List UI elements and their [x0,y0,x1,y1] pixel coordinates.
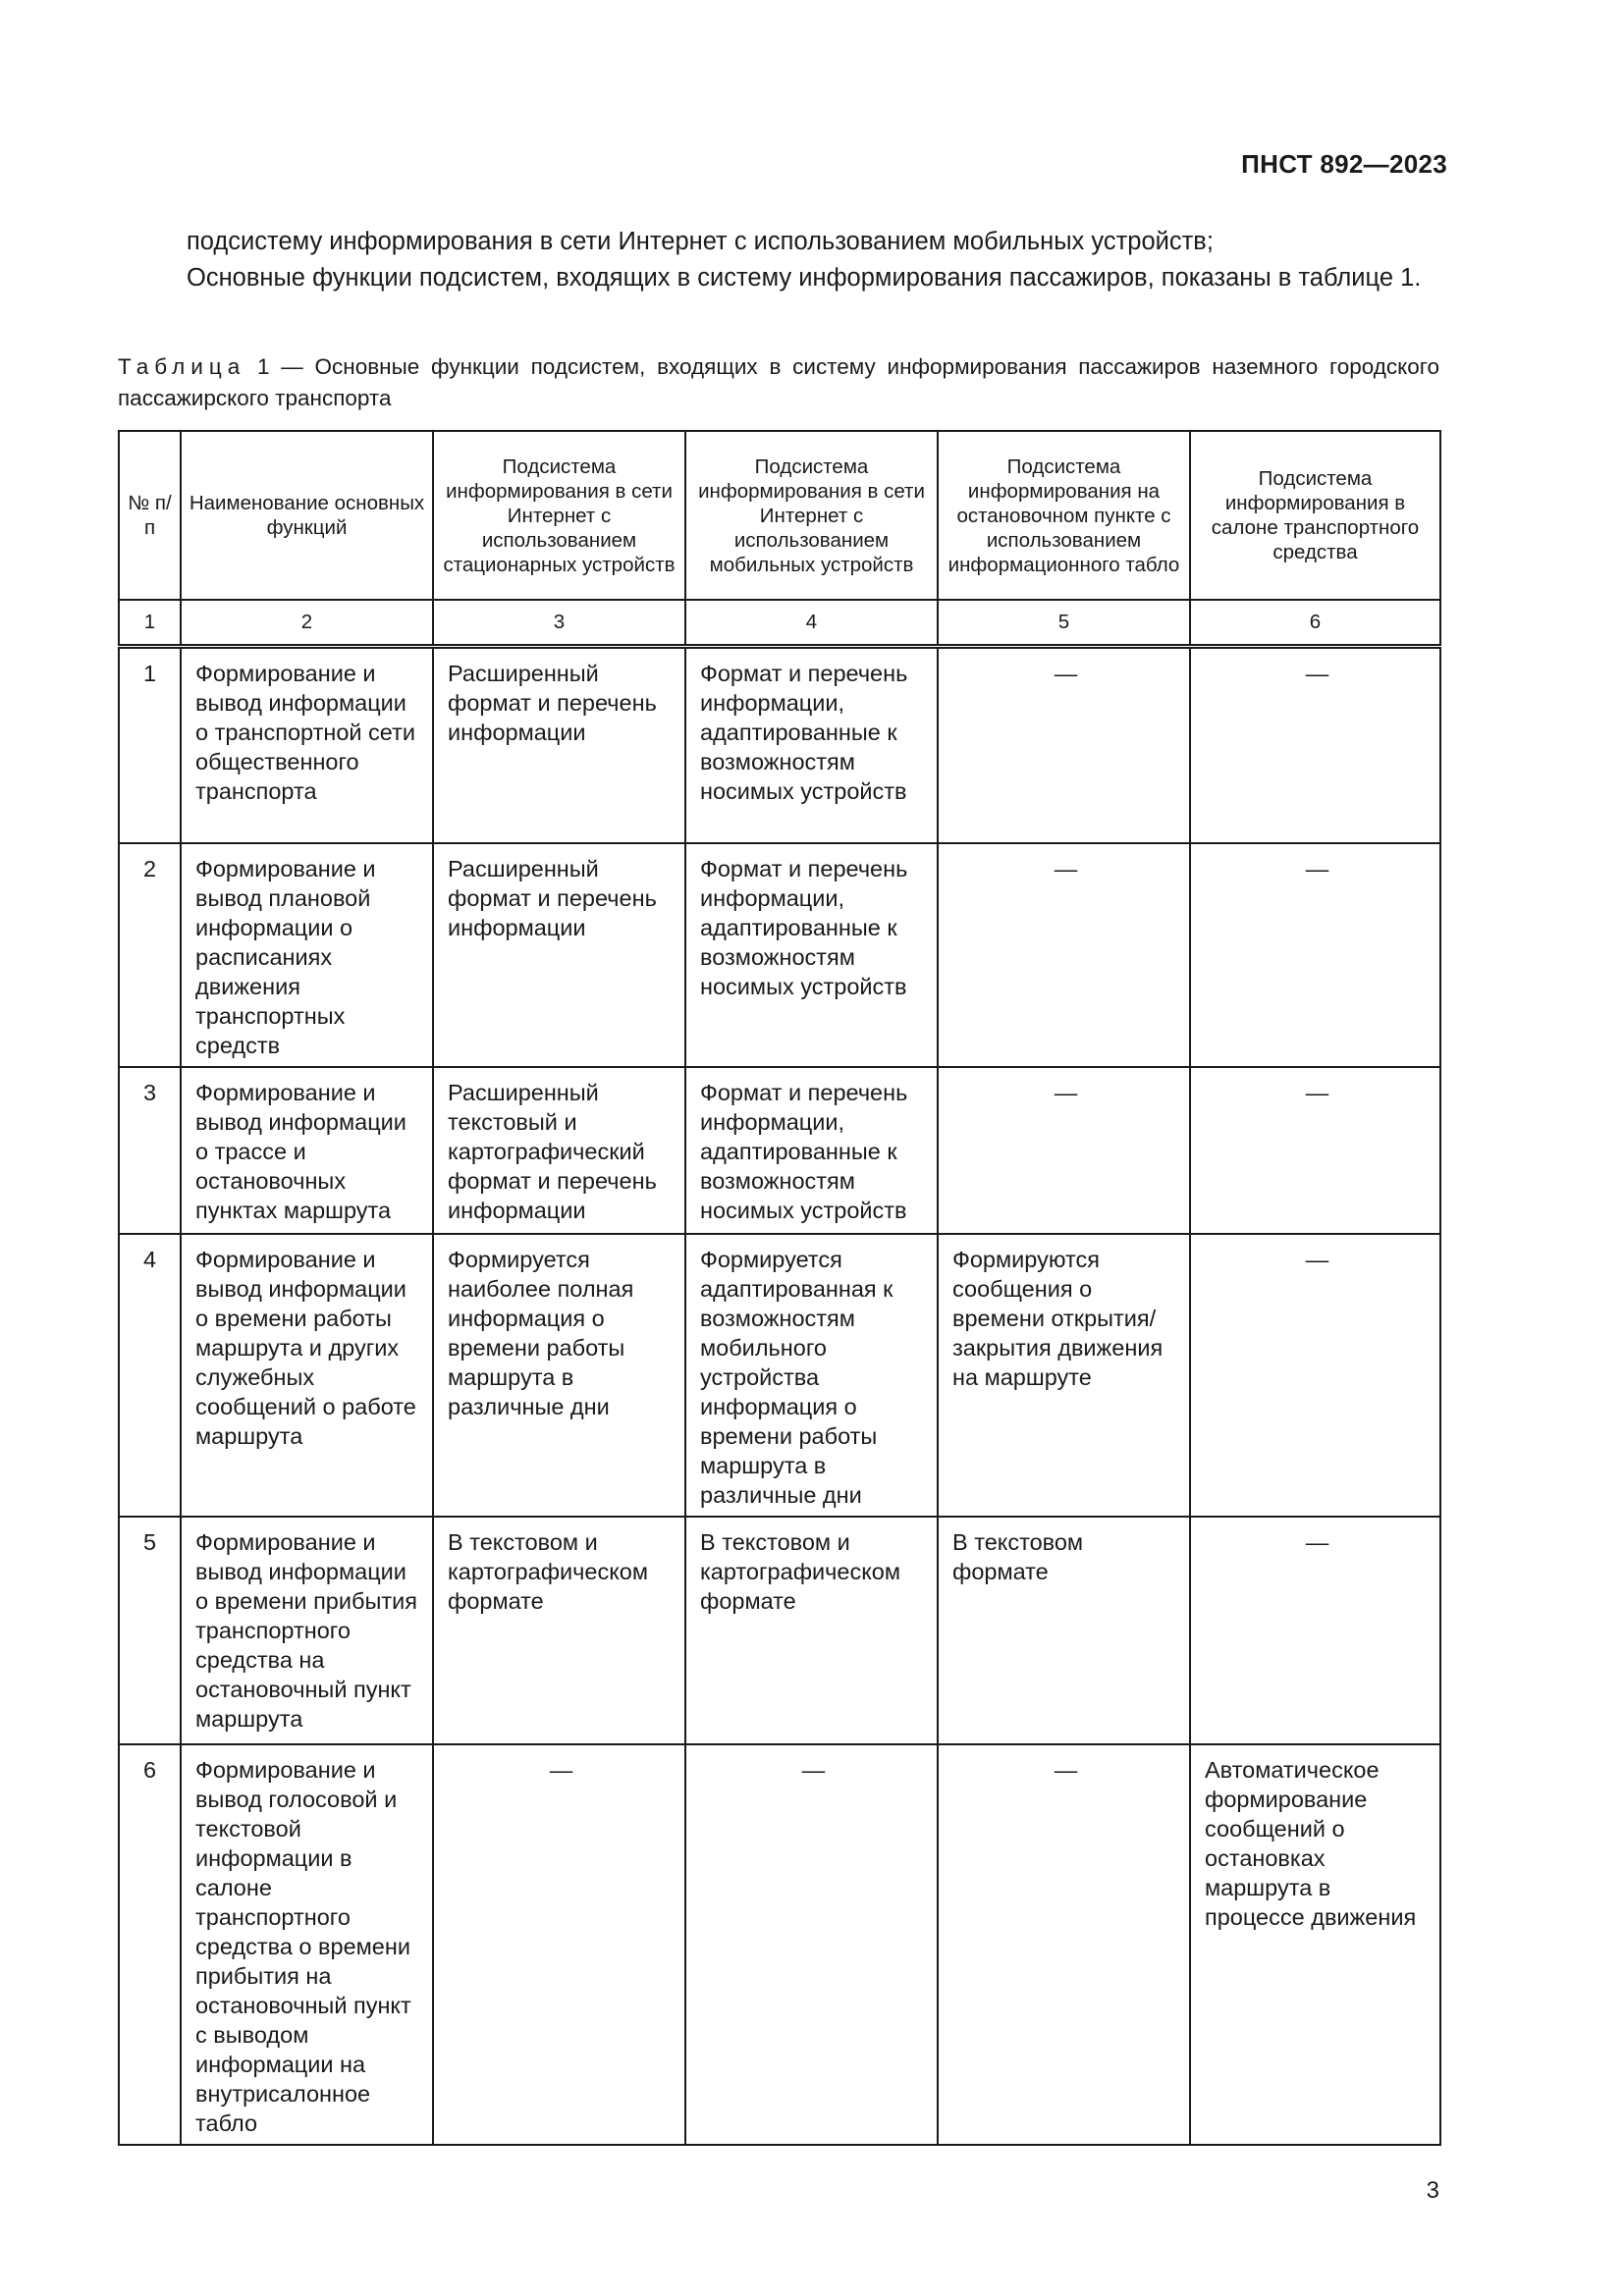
table-caption-text: 1 — Основные функции подсистем, входящих в систему информирования пассажиров наземного городского пассажирского транспорта [118,354,1439,410]
cell-internet-mobile: Формируется адаптированная к возможностям мобильного устройства информация о времени работы маршрута в различные дни [685,1234,938,1517]
column-number: 5 [938,600,1190,647]
cell-internet-stationary: В текстовом и картографическом формате [433,1517,685,1744]
cell-internet-stationary: Расширенный текстовый и картографический формат и перечень информации [433,1067,685,1234]
cell-stop-board: — [938,843,1190,1067]
intro-line-2: Основные функции подсистем, входящих в систему информирования пассажиров, показаны в таблице 1. [187,264,1422,292]
cell-internet-stationary: Расширенный формат и перечень информации [433,647,685,843]
cell-internet-mobile: — [685,1744,938,2145]
header-cell: Подсистема информирования на остановочном пункте с использованием информационного табло [938,431,1190,600]
function-name: Формирование и вывод информации о трассе и остановочных пунктах маршрута [181,1067,433,1234]
table-row [119,843,1440,1067]
cell-vehicle-cabin: — [1190,843,1440,1067]
row-number: 1 [119,647,181,843]
function-name: Формирование и вывод плановой информации о расписаниях движения транспортных средств [181,843,433,1067]
page-number: 3 [1426,2177,1439,2204]
standard-code: ПНСТ 892—2023 [1241,149,1447,179]
cell-stop-board: В текстовом формате [938,1517,1190,1744]
cell-vehicle-cabin: Автоматическое формирование сообщений о остановках маршрута в процессе движения [1190,1744,1440,2145]
cell-vehicle-cabin: — [1190,647,1440,843]
cell-vehicle-cabin: — [1190,1517,1440,1744]
cell-internet-stationary: — [433,1744,685,2145]
table-row [119,1234,1440,1517]
cell-internet-stationary: Расширенный формат и перечень информации [433,843,685,1067]
column-number: 2 [181,600,433,647]
table-row [119,647,1440,843]
cell-stop-board: — [938,1067,1190,1234]
table-caption [118,351,1439,414]
column-number: 3 [433,600,685,647]
cell-internet-mobile: Формат и перечень информации, адаптированные к возможностям носимых устройств [685,1067,938,1234]
cell-stop-board: Формируются сообщения о времени открытия/закрытия движения на маршруте [938,1234,1190,1517]
functions-table [118,430,1441,2146]
cell-vehicle-cabin: — [1190,1067,1440,1234]
table-body [119,647,1440,2145]
header-cell: № п/п [119,431,181,600]
function-name: Формирование и вывод информации о времени работы маршрута и других служебных сообщений о работе маршрута [181,1234,433,1517]
header-cell: Подсистема информирования в сети Интернет с использованием стационарных устройств [433,431,685,600]
cell-stop-board: — [938,1744,1190,2145]
column-numbers [119,600,1440,647]
table-row [119,1744,1440,2145]
column-number: 6 [1190,600,1440,647]
header-cell: Подсистема информирования в салоне транспортного средства [1190,431,1440,600]
function-name: Формирование и вывод информации о времени прибытия транспортного средства на остановочный пункт маршрута [181,1517,433,1744]
header-cell: Наименование основных функций [181,431,433,600]
function-name: Формирование и вывод голосовой и текстовой информации в салоне транспортного средства о времени прибытия на остановочный пункт с выводом информации на внутрисалонное табло [181,1744,433,2145]
row-number: 2 [119,843,181,1067]
cell-internet-mobile: В текстовом и картографическом формате [685,1517,938,1744]
row-number: 6 [119,1744,181,2145]
intro-line-1: подсистему информирования в сети Интернет с использованием мобильных устройств; [187,228,1214,255]
table-row [119,1517,1440,1744]
intro-text [118,224,1439,296]
cell-internet-mobile: Формат и перечень информации, адаптированные к возможностям носимых устройств [685,843,938,1067]
cell-stop-board: — [938,647,1190,843]
cell-vehicle-cabin: — [1190,1234,1440,1517]
table-caption-label: Таблица [118,354,246,379]
cell-internet-mobile: Формат и перечень информации, адаптированные к возможностям носимых устройств [685,647,938,843]
function-name: Формирование и вывод информации о транспортной сети общественного транспорта [181,647,433,843]
column-number: 4 [685,600,938,647]
row-number: 4 [119,1234,181,1517]
table-header [119,431,1440,600]
row-number: 5 [119,1517,181,1744]
row-number: 3 [119,1067,181,1234]
column-number: 1 [119,600,181,647]
table-row [119,1067,1440,1234]
cell-internet-stationary: Формируется наиболее полная информация о времени работы маршрута в различные дни [433,1234,685,1517]
header-cell: Подсистема информирования в сети Интернет с использованием мобильных устройств [685,431,938,600]
